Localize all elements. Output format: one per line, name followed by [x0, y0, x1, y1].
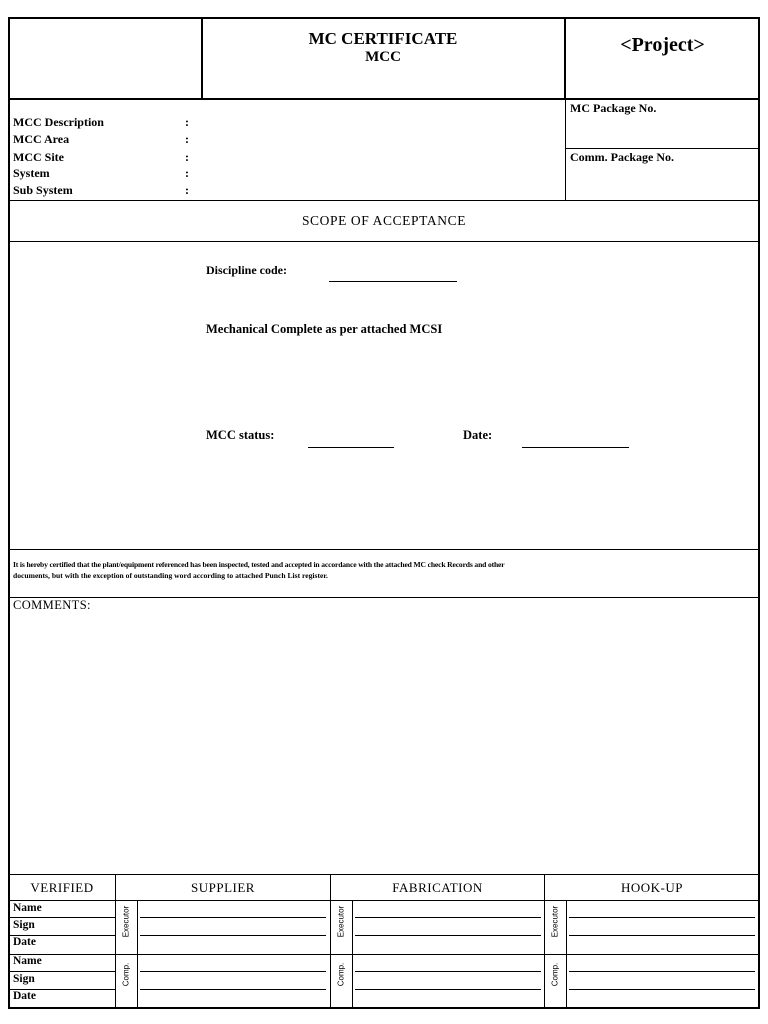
hook-up-signature-line[interactable]: [569, 917, 755, 918]
field-colon: :: [185, 115, 189, 129]
scope-bottom-line: [9, 549, 759, 550]
column-header-verified: VERIFIED: [30, 880, 94, 895]
row-label-date: Date: [13, 936, 36, 948]
row-label-sign: Sign: [13, 919, 35, 931]
certificate-title: [202, 30, 564, 66]
mcc-status-field[interactable]: [308, 447, 394, 448]
role-divider: [566, 901, 567, 1009]
comments-area[interactable]: [9, 615, 759, 873]
role-label-executor: Executor: [336, 905, 346, 938]
hook-up-signature-line[interactable]: [569, 935, 755, 936]
role-label-comp: Comp.: [121, 962, 131, 987]
field-label-system: System: [13, 166, 50, 180]
fabrication-signature-line[interactable]: [355, 971, 541, 972]
comm-package-label: Comm. Package No.: [570, 150, 674, 164]
signoff-top-line: [9, 874, 759, 875]
row-label-underline: [9, 971, 115, 972]
comments-label: COMMENTS:: [13, 598, 91, 612]
field-label-mcc-site: MCC Site: [13, 150, 64, 164]
column-header-fabrication: FABRICATION: [392, 880, 483, 895]
date-field[interactable]: [522, 447, 629, 448]
scope-title-bottom-line: [9, 241, 759, 242]
header-bottom-line: [9, 98, 759, 100]
info-divider: [565, 99, 566, 200]
column-header-supplier: SUPPLIER: [191, 880, 255, 895]
certification-line-2: documents, but with the exception of outstanding word according to attached Punch List register.: [13, 571, 328, 580]
fabrication-signature-line[interactable]: [355, 917, 541, 918]
hook-up-signature-line[interactable]: [569, 989, 755, 990]
project-name: <Project>: [620, 34, 705, 56]
field-colon: :: [185, 150, 189, 164]
supplier-signature-line[interactable]: [140, 971, 326, 972]
field-label-sub-system: Sub System: [13, 183, 73, 197]
supplier-signature-line[interactable]: [140, 917, 326, 918]
fabrication-signature-line[interactable]: [355, 935, 541, 936]
mcc-status-label: MCC status:: [206, 428, 275, 442]
header-divider-right: [564, 18, 566, 100]
column-header-hook-up: HOOK-UP: [621, 880, 683, 895]
certification-bottom-line: [9, 597, 759, 598]
row-label-underline: [9, 917, 115, 918]
fabrication-signature-line[interactable]: [355, 989, 541, 990]
row-label-underline: [9, 935, 115, 936]
field-colon: :: [185, 166, 189, 180]
role-label-executor: Executor: [550, 905, 560, 938]
certification-statement: [13, 559, 757, 581]
title-line-1: MC CERTIFICATE: [308, 29, 458, 48]
date-label: Date:: [463, 428, 493, 442]
field-colon: :: [185, 183, 189, 197]
row-label-sign: Sign: [13, 973, 35, 985]
supplier-signature-line[interactable]: [140, 935, 326, 936]
row-label-date: Date: [13, 990, 36, 1002]
package-separator: [565, 148, 759, 149]
role-label-executor: Executor: [121, 905, 131, 938]
field-colon: :: [185, 132, 189, 146]
title-line-2: MCC: [365, 49, 401, 65]
hook-up-signature-line[interactable]: [569, 971, 755, 972]
row-label-name: Name: [13, 902, 42, 914]
discipline-code-field[interactable]: [329, 281, 457, 282]
field-label-mcc-area: MCC Area: [13, 132, 70, 146]
role-divider: [352, 901, 353, 1009]
row-label-underline: [9, 989, 115, 990]
row-label-name: Name: [13, 955, 42, 967]
mechanical-complete-text: Mechanical Complete as per attached MCSI: [206, 322, 443, 336]
scope-title: SCOPE OF ACCEPTANCE: [301, 213, 467, 228]
role-label-comp: Comp.: [336, 962, 346, 987]
role-divider: [137, 901, 138, 1009]
field-label-mcc-description: MCC Description: [13, 115, 104, 129]
certification-line-1: It is hereby certified that the plant/equipment referenced has been inspected, tested and accepted in accordance with the attached MC check Records and other: [13, 560, 505, 569]
role-label-comp: Comp.: [550, 962, 560, 987]
mc-package-label: MC Package No.: [570, 101, 657, 115]
discipline-code-label: Discipline code:: [206, 263, 287, 277]
info-bottom-line: [9, 200, 759, 201]
supplier-signature-line[interactable]: [140, 989, 326, 990]
